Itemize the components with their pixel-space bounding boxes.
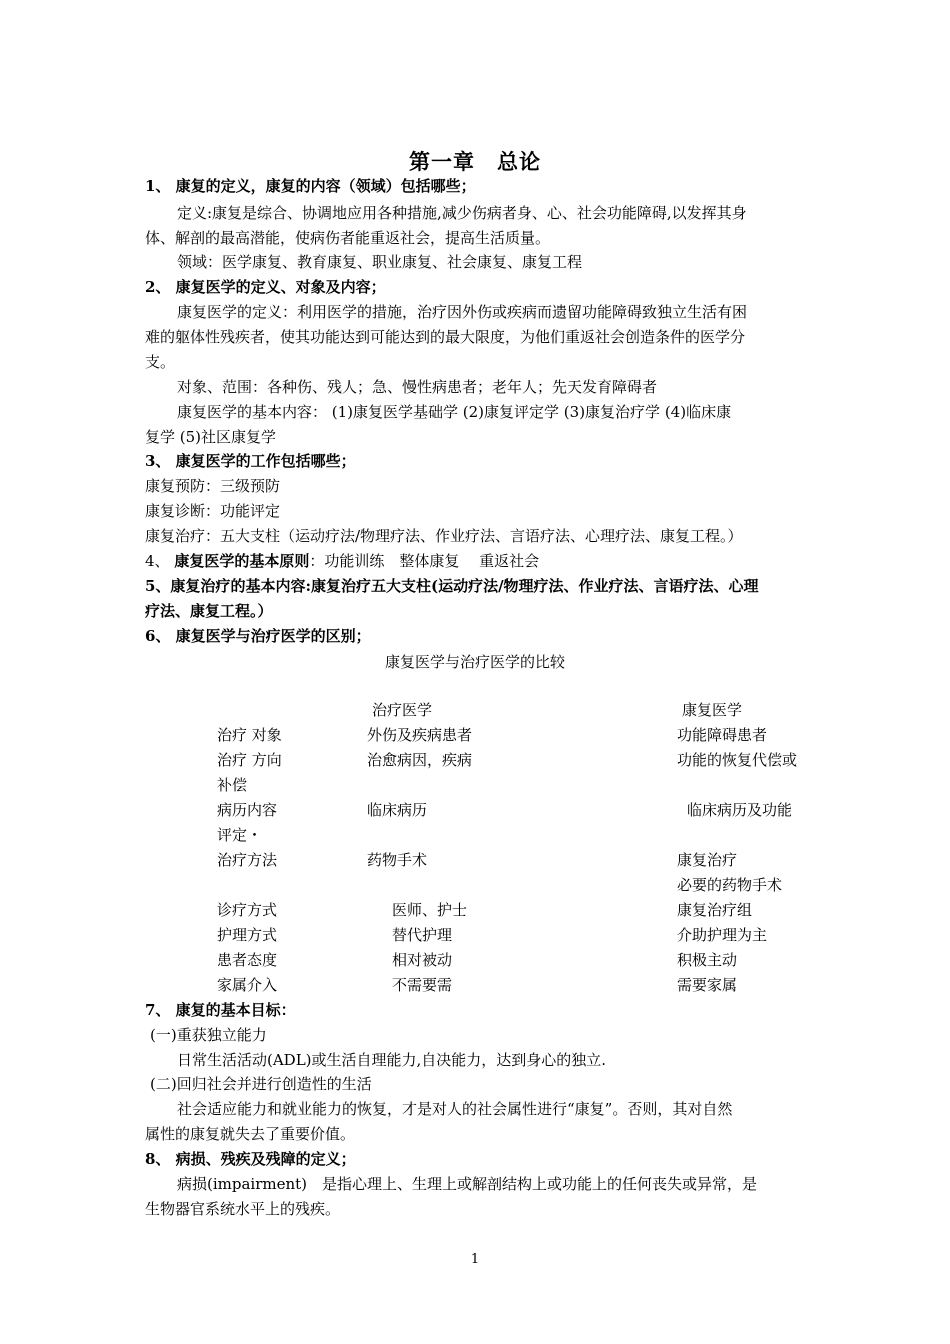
section-8-impairment: 病损(impairment) 是指心理上、生理上或解剖结构上或功能上的任何丧失或异常，是 [177,1175,758,1193]
section-2-content: 康复医学的基本内容： (1)康复医学基础学 (2)康复评定学 (3)康复治疗学 (4)临床康 [177,403,732,421]
table-cell-rehab-wrap: 必要的药物手术 [677,876,783,894]
page-number: 1 [470,1252,480,1267]
section-5-line-1: 5、康复治疗的基本内容:康复治疗五大支柱(运动疗法/物理疗法、作业疗法、言语疗法、心理 [145,577,759,595]
table-row-label: 诊疗方式 [217,901,278,919]
table-cell-rehab: 需要家属 [677,976,738,994]
table-row-label: 治疗 对象 [217,726,282,744]
section-7-heading: 7、 康复的基本目标： [145,1001,296,1019]
table-cell-rehab: 积极主动 [677,951,738,969]
section-2-definition-end: 支。 [145,353,176,371]
table-cell-rehab: 功能障碍患者 [677,726,768,744]
section-7-goal-1: (一)重获独立能力 [150,1026,267,1044]
table-header-rehab: 康复医学 [682,701,743,719]
table-cell-rehab: 功能的恢复代偿或 [677,751,798,769]
section-2-definition-cont: 难的躯体性残疾者，使其功能达到可能达到的最大限度，为他们重返社会创造条件的医学分 [145,328,746,346]
table-cell-rehab: 康复治疗 [677,851,738,869]
table-cell-treatment: 临床病历 [367,801,428,819]
table-row-label: 治疗方法 [217,851,278,869]
section-4-heading: 康复医学的基本原则 [174,552,310,570]
section-1-domains: 领域：医学康复、教育康复、职业康复、社会康复、康复工程 [177,253,583,271]
comparison-table-title: 康复医学与治疗医学的比较 [384,653,565,671]
section-3-diagnosis: 康复诊断：功能评定 [145,502,281,520]
section-4 [145,549,539,574]
table-cell-rehab: 介助护理为主 [677,926,768,944]
table-row-label: 护理方式 [217,926,278,944]
section-2-objects: 对象、范围：各种伤、残人；急、慢性病患者；老年人；先天发育障碍者 [177,378,658,396]
section-2-heading: 2、 康复医学的定义、对象及内容； [145,278,386,296]
section-1-definition: 定义:康复是综合、协调地应用各种措施,减少伤病者身、心、社会功能障碍,以发挥其身 [177,204,747,222]
table-cell-treatment: 外伤及疾病患者 [367,726,473,744]
table-row-label: 患者态度 [217,951,278,969]
section-3-heading: 3、 康复医学的工作包括哪些； [145,452,356,470]
section-1-heading: 1、 康复的定义，康复的内容（领域）包括哪些； [145,177,476,195]
section-1-definition-cont: 体、解剖的最高潜能，使病伤者能重返社会，提高生活质量。 [145,229,551,247]
section-4-content: ：功能训练 整体康复 重返社会 [309,552,540,570]
section-7-goal-2-text-cont: 属性的康复就失去了重要价值。 [145,1125,356,1143]
table-row-label-wrap: 评定・ [217,826,263,844]
table-row-label: 治疗 方向 [217,751,282,769]
table-cell-treatment: 治愈病因，疾病 [367,751,473,769]
chapter-title-number: 第一章 [409,149,475,174]
section-7-goal-1-text: 日常生活活动(ADL)或生活自理能力,自决能力，达到身心的独立. [177,1051,607,1069]
chapter-title [0,146,950,176]
section-3-treatment: 康复治疗：五大支柱（运动疗法/物理疗法、作业疗法、言语疗法、心理疗法、康复工程。） [145,527,743,545]
table-cell-rehab: 康复治疗组 [677,901,753,919]
table-cell-treatment: 药物手术 [367,851,428,869]
section-5-line-2: 疗法、康复工程。） [145,602,273,620]
table-header-treatment: 治疗医学 [372,701,433,719]
chapter-title-text: 总论 [497,149,541,174]
table-cell-treatment: 替代护理 [392,926,453,944]
section-6-heading: 6、 康复医学与治疗医学的区别； [145,627,371,645]
table-row-label: 家属介入 [217,976,278,994]
section-8-impairment-cont: 生物器官系统水平上的残疾。 [145,1200,341,1218]
section-3-prevention: 康复预防：三级预防 [145,477,281,495]
section-4-number: 4、 [145,552,170,570]
section-8-heading: 8、 病损、残疾及残障的定义； [145,1150,356,1168]
section-2-content-cont: 复学 (5)社区康复学 [145,428,277,446]
section-7-goal-2: (二)回归社会并进行创造性的生活 [150,1075,372,1093]
table-row-label: 病历内容 [217,801,278,819]
table-cell-treatment: 医师、护士 [392,901,468,919]
table-cell-treatment: 相对被动 [392,951,453,969]
section-7-goal-2-text: 社会适应能力和就业能力的恢复，才是对人的社会属性进行“康复”。否则，其对自然 [177,1100,733,1118]
table-row-label-wrap: 补偿 [217,776,248,794]
section-2-definition: 康复医学的定义：利用医学的措施，治疗因外伤或疾病而遗留功能障碍致独立生活有困 [177,303,748,321]
table-cell-treatment: 不需要需 [392,976,453,994]
table-cell-rehab: 临床病历及功能 [687,801,793,819]
